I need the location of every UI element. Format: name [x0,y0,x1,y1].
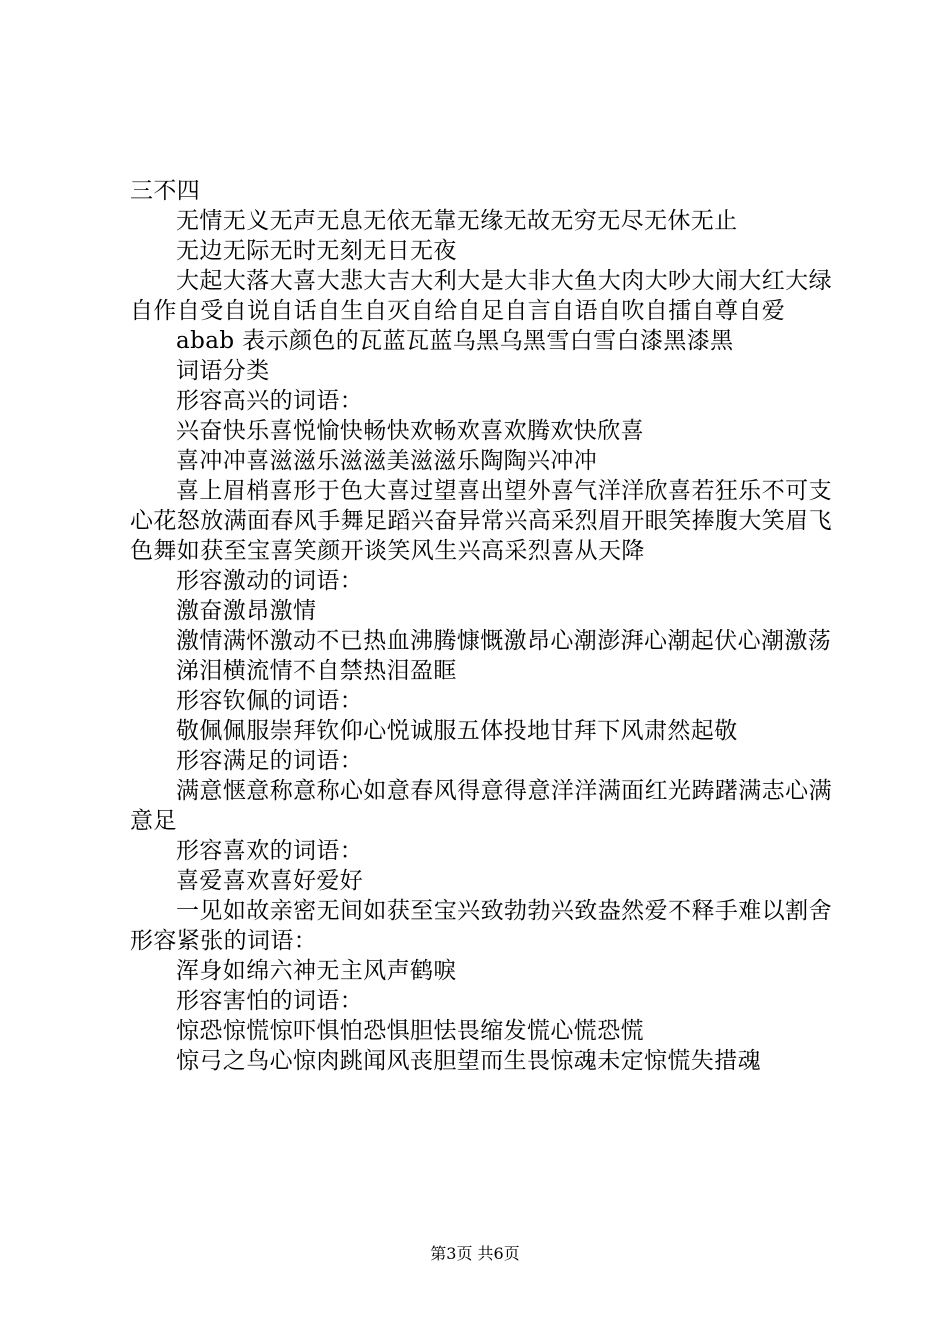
paragraph-3: 无边无际无时无刻无日无夜 [176,238,457,264]
paragraph-2: 无情无义无声无息无依无靠无缘无故无穷无尽无休无止 [176,208,738,234]
paragraph-14: 涕泪横流情不自禁热泪盈眶 [176,658,457,684]
paragraph-18: 满意惬意称意称心如意春风得意得意洋洋满面红光踌躇满志心满意足 [130,778,832,834]
page-number-footer: 第3页 共6页 [430,1244,520,1263]
paragraph-4: 大起大落大喜大悲大吉大利大是大非大鱼大肉大吵大闹大红大绿自作自受自说自话自生自灭自给自足自言自语自吹自擂自尊自爱 [130,268,832,324]
paragraph-11: 形容激动的词语： [176,568,364,594]
paragraph-5: abab 表示颜色的瓦蓝瓦蓝乌黑乌黑雪白雪白漆黑漆黑 [176,328,734,354]
paragraph-9: 喜冲冲喜滋滋乐滋滋美滋滋乐陶陶兴冲冲 [176,448,598,474]
paragraph-1: 三不四 [130,178,201,204]
paragraph-8: 兴奋快乐喜悦愉快畅快欢畅欢喜欢腾欢快欣喜 [176,418,644,444]
document-body [130,176,832,1076]
paragraph-10: 喜上眉梢喜形于色大喜过望喜出望外喜气洋洋欣喜若狂乐不可支心花怒放满面春风手舞足蹈兴奋异常兴高采烈眉开眼笑捧腹大笑眉飞色舞如获至宝喜笑颜开谈笑风生兴高采烈喜从天降 [130,478,832,564]
paragraph-12: 激奋激昂激情 [176,598,317,624]
paragraph-23: 形容害怕的词语： [176,988,364,1014]
paragraph-19: 形容喜欢的词语： [176,838,364,864]
paragraph-6: 词语分类 [176,358,270,384]
paragraph-17: 形容满足的词语： [176,748,364,774]
paragraph-22: 浑身如绵六神无主风声鹤唳 [176,958,457,984]
paragraph-21: 一见如故亲密无间如获至宝兴致勃勃兴致盎然爱不释手难以割舍形容紧张的词语： [130,898,832,954]
paragraph-15: 形容钦佩的词语： [176,688,364,714]
paragraph-13: 激情满怀激动不已热血沸腾慷慨激昂心潮澎湃心潮起伏心潮激荡 [176,628,832,654]
paragraph-7: 形容高兴的词语： [176,388,364,414]
paragraph-20: 喜爱喜欢喜好爱好 [176,868,364,894]
paragraph-25: 惊弓之鸟心惊肉跳闻风丧胆望而生畏惊魂未定惊慌失措魂 [176,1048,761,1074]
paragraph-16: 敬佩佩服崇拜钦仰心悦诚服五体投地甘拜下风肃然起敬 [176,718,738,744]
paragraph-24: 惊恐惊慌惊吓惧怕恐惧胆怯畏缩发慌心慌恐慌 [176,1018,644,1044]
